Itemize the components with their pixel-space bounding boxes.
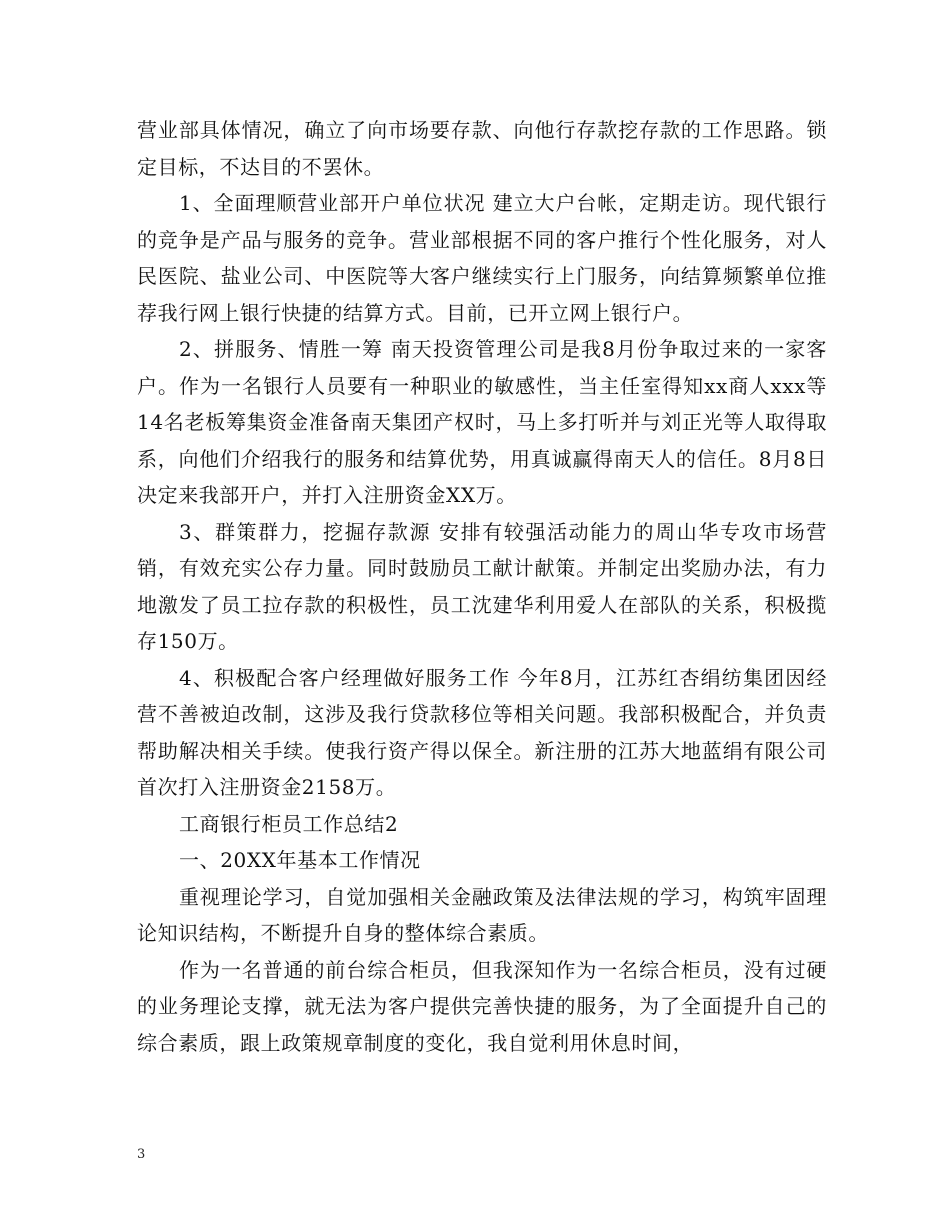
section-title: 工商银行柜员工作总结2 (179, 811, 399, 836)
document-body (137, 112, 827, 1061)
page-number: 3 (137, 1147, 146, 1162)
paragraph-2: 1、全面理顺营业部开户单位状况 建立大户台帐，定期走访。现代银行的竞争是产品与服务的竞争。营业部根据不同的客户推行个性化服务，对人民医院、盐业公司、中医院等大客户继续实行上门服务，向结算频繁单位推荐我行网上银行快捷的结算方式。目前，已开立网上银行户。 (137, 191, 828, 325)
paragraph-5: 4、积极配合客户经理做好服务工作 今年8月，江苏红杏绢纺集团因经营不善被迫改制，这涉及我行贷款移位等相关问题。我部积极配合，并负责帮助解决相关手续。使我行资产得以保全。新注册的江苏大地蓝绢有限公司首次打入注册资金2158万。 (137, 665, 827, 799)
paragraph-1: 营业部具体情况，确立了向市场要存款、向他行存款挖存款的工作思路。锁定目标，不达目的不罢休。 (137, 118, 827, 179)
paragraph-6: 重视理论学习，自觉加强相关金融政策及法律法规的学习，构筑牢固理论知识结构，不断提升自身的整体综合素质。 (137, 884, 827, 945)
paragraph-4: 3、群策群力，挖掘存款源 安排有较强活动能力的周山华专攻市场营销，有效充实公存力量。同时鼓励员工献计献策。并制定出奖励办法，有力地激发了员工拉存款的积极性，员工沈建华利用爱人在部队的关系，积极揽存150万。 (137, 519, 827, 653)
section-heading: 一、20XX年基本工作情况 (179, 848, 421, 872)
paragraph-7: 作为一名普通的前台综合柜员，但我深知作为一名综合柜员，没有过硬的业务理论支撑，就无法为客户提供完善快捷的服务，为了全面提升自己的综合素质，跟上政策规章制度的变化，我自觉利用休息时间， (137, 957, 827, 1055)
paragraph-3: 2、拼服务、情胜一筹 南天投资管理公司是我8月份争取过来的一家客户。作为一名银行人员要有一种职业的敏感性，当主任室得知xx商人xxx等14名老板筹集资金准备南天集团产权时，马上多打听并与刘正光等人取得取系，向他们介绍我行的服务和结算优势，用真诚赢得南天人的信任。8月8日决定来我部开户，并打入注册资金XX万。 (137, 337, 827, 507)
